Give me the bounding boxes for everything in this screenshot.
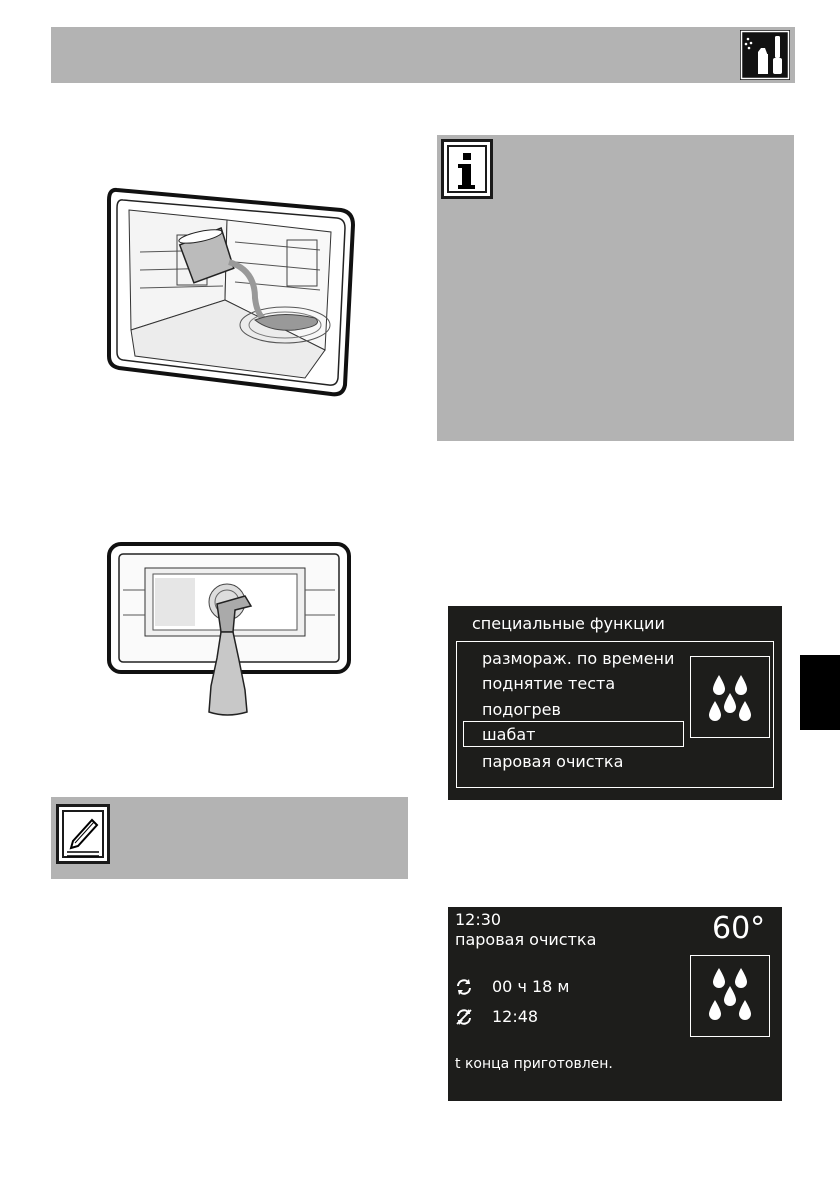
steam-drops-icon [690, 656, 770, 738]
note-pencil-icon [56, 804, 110, 864]
menu-title: специальные функции [472, 614, 665, 633]
menu-item-sabbath[interactable]: шабат [482, 725, 536, 744]
cycle-arrows-icon [455, 978, 473, 996]
status-footer-text: t конца приготовлен. [455, 1056, 613, 1072]
oven-spray-bottle-illustration [105, 540, 355, 720]
cleaning-spray-brush-icon [740, 30, 790, 80]
cooking-duration: 00 ч 18 м [492, 977, 570, 996]
section-side-tab [800, 655, 840, 730]
menu-item-dough-proving[interactable]: поднятие теста [482, 674, 616, 693]
end-time: 12:48 [492, 1007, 539, 1026]
program-name: паровая очистка [455, 930, 597, 949]
oven-pouring-water-illustration [105, 180, 360, 398]
temperature-readout: 60° [712, 911, 766, 946]
menu-item-warming[interactable]: подогрев [482, 700, 561, 719]
menu-selection-highlight [463, 721, 684, 747]
menu-item-steam-cleaning[interactable]: паровая очистка [482, 752, 624, 771]
steam-drops-icon [690, 955, 770, 1037]
header-band [51, 27, 795, 83]
info-icon [441, 139, 493, 199]
clock-time: 12:30 [455, 910, 502, 929]
menu-item-timed-defrost[interactable]: размораж. по времени [482, 649, 675, 668]
cycle-arrows-crossed-icon [455, 1008, 473, 1026]
